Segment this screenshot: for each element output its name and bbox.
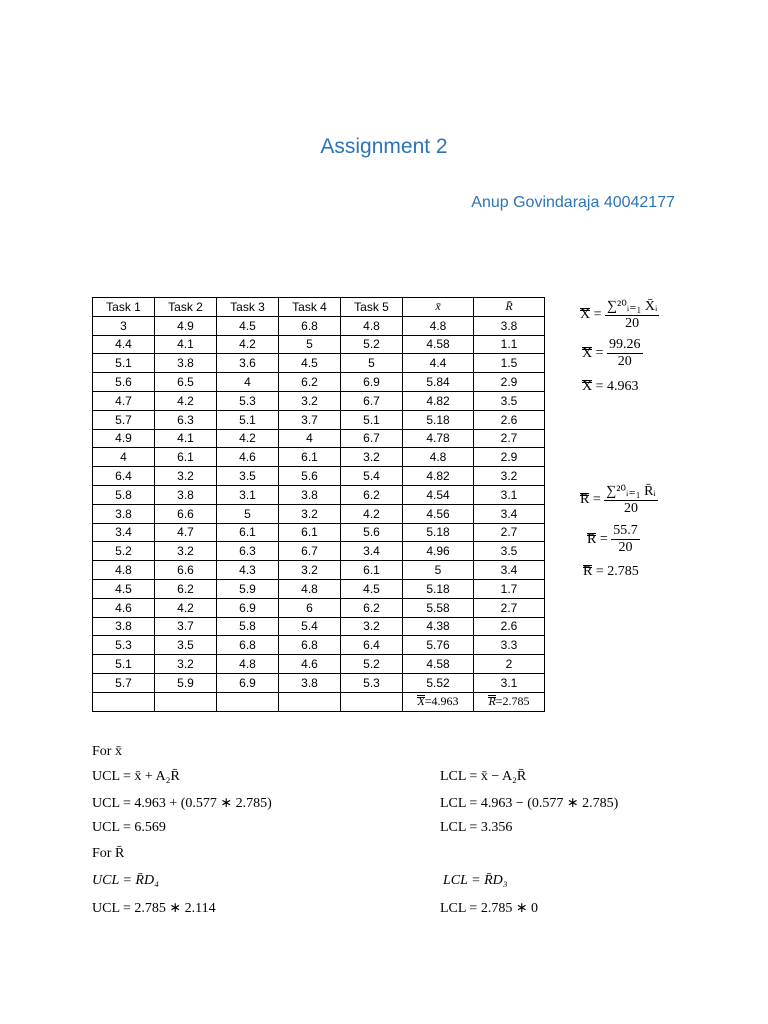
table-cell: 3.2 <box>341 617 403 636</box>
footer-empty <box>155 692 217 711</box>
table-cell: 3.8 <box>279 485 341 504</box>
table-cell: 6.1 <box>279 448 341 467</box>
table-row <box>93 354 545 373</box>
table-cell: 6.3 <box>155 410 217 429</box>
footer-empty <box>93 692 155 711</box>
table-cell: 6.8 <box>217 636 279 655</box>
table-cell: 6.2 <box>341 485 403 504</box>
table-cell: 3.6 <box>217 354 279 373</box>
table-cell: 3.8 <box>93 504 155 523</box>
table-cell: 6.8 <box>279 636 341 655</box>
rbar-result-value: = 2.785 <box>595 564 639 579</box>
table-cell: 3.5 <box>474 391 545 410</box>
table-cell: 3.1 <box>474 485 545 504</box>
xbarbar-formula: X = $\frac{\text{∑²⁰ᵢ₌₁ X̄ᵢ}}{20}$ <box>580 299 658 331</box>
table-cell: 4.5 <box>279 354 341 373</box>
table-cell: 5.18 <box>403 410 474 429</box>
table-cell: 2.9 <box>474 373 545 392</box>
table-row <box>93 504 545 523</box>
table-cell: 6.8 <box>279 316 341 335</box>
table-cell: 3.5 <box>474 542 545 561</box>
table-cell: 4.58 <box>403 335 474 354</box>
table-cell: 1.5 <box>474 354 545 373</box>
table-cell: 2 <box>474 655 545 674</box>
table-cell: 4.1 <box>155 335 217 354</box>
ucl-xbar-result: UCL = 6.569 <box>92 820 166 835</box>
table-cell: 6.3 <box>217 542 279 561</box>
table-cell: 4.2 <box>217 335 279 354</box>
table-cell: 6.7 <box>341 429 403 448</box>
table-cell: 6.1 <box>217 523 279 542</box>
author-line: Anup Govindaraja 40042177 <box>471 194 675 211</box>
table-cell: 3.8 <box>155 354 217 373</box>
table-cell: 6.5 <box>155 373 217 392</box>
xbarbar-formula-denominator: 20 <box>625 316 640 331</box>
table-cell: 6.1 <box>279 523 341 542</box>
header-task-4: Task 4 <box>279 298 341 317</box>
table-footer-row <box>93 692 545 711</box>
rbar-formula-denominator: 20 <box>623 501 638 516</box>
table-cell: 6.7 <box>341 391 403 410</box>
table-row <box>93 410 545 429</box>
page-title: Assignment 2 <box>320 135 448 158</box>
table-header-row <box>93 298 545 317</box>
table-cell: 3.2 <box>155 655 217 674</box>
table-cell: 2.9 <box>474 448 545 467</box>
lcl-rbar-formula: LCL = R̄D₃ <box>443 873 508 888</box>
table-cell: 5.8 <box>217 617 279 636</box>
table-cell: 4.9 <box>93 429 155 448</box>
table-cell: 4.8 <box>341 316 403 335</box>
table-cell: 4.6 <box>279 655 341 674</box>
table-cell: 3.8 <box>474 316 545 335</box>
table-cell: 5.4 <box>341 467 403 486</box>
table-cell: 4.56 <box>403 504 474 523</box>
table-cell: 4.58 <box>403 655 474 674</box>
table-cell: 4.6 <box>93 598 155 617</box>
rbar-formula-numerator: ∑²⁰ᵢ₌₁ R̄ᵢ <box>606 484 656 499</box>
table-cell: 4.54 <box>403 485 474 504</box>
xbarbar-sub-numerator: 99.26 <box>609 337 641 352</box>
footer-empty <box>217 692 279 711</box>
table-cell: 3.2 <box>279 391 341 410</box>
xbarbar-formula-numerator: ∑²⁰ᵢ₌₁ X̄ᵢ <box>607 299 658 314</box>
data-table <box>92 297 545 712</box>
xbarbar-result-lhs: X <box>582 379 593 394</box>
table-cell: 5 <box>403 561 474 580</box>
xbarbar-result <box>582 379 639 395</box>
header-task-5: Task 5 <box>341 298 403 317</box>
table-cell: 5.1 <box>217 410 279 429</box>
table-cell: 5 <box>217 504 279 523</box>
table-row <box>93 655 545 674</box>
table-cell: 4.8 <box>403 448 474 467</box>
xbarbar-substitution: X = $\frac{99.26}{20}$ <box>582 337 641 369</box>
lcl-rbar-substitution: LCL = 2.785 ∗ 0 <box>440 901 539 916</box>
table-cell: 3.2 <box>341 448 403 467</box>
table-cell: 3.8 <box>155 485 217 504</box>
table-cell: 4 <box>217 373 279 392</box>
table-cell: 5.6 <box>93 373 155 392</box>
table-cell: 3.2 <box>474 467 545 486</box>
table-row <box>93 448 545 467</box>
for-xbar-label: For x̄ <box>92 744 122 759</box>
table-cell: 6.7 <box>279 542 341 561</box>
table-cell: 5.3 <box>93 636 155 655</box>
table-cell: 3.7 <box>155 617 217 636</box>
table-row <box>93 373 545 392</box>
footer-empty <box>279 692 341 711</box>
table-cell: 4.2 <box>155 391 217 410</box>
table-cell: 6.9 <box>217 673 279 692</box>
table-cell: 3.4 <box>341 542 403 561</box>
table-cell: 5.4 <box>279 617 341 636</box>
table-cell: 4 <box>279 429 341 448</box>
table-cell: 4.38 <box>403 617 474 636</box>
table-cell: 4.8 <box>93 561 155 580</box>
header-task-3: Task 3 <box>217 298 279 317</box>
table-cell: 5.7 <box>93 410 155 429</box>
table-row <box>93 485 545 504</box>
table-cell: 3.4 <box>474 504 545 523</box>
table-cell: 3.4 <box>474 561 545 580</box>
table-row <box>93 617 545 636</box>
table-row <box>93 673 545 692</box>
table-cell: 4.82 <box>403 391 474 410</box>
xbarbar-symbol: X <box>417 694 425 709</box>
table-cell: 4.5 <box>93 579 155 598</box>
table-row <box>93 316 545 335</box>
table-cell: 5.6 <box>341 523 403 542</box>
table-cell: 4.9 <box>155 316 217 335</box>
table-cell: 4.1 <box>155 429 217 448</box>
ucl-rbar-formula: UCL = R̄D₄ <box>92 873 159 888</box>
table-cell: 4.96 <box>403 542 474 561</box>
footer-grand-mean <box>403 692 474 711</box>
table-cell: 4.5 <box>341 579 403 598</box>
rbar-lhs: R <box>580 492 590 508</box>
table-cell: 1.7 <box>474 579 545 598</box>
table-cell: 3.8 <box>93 617 155 636</box>
table-row <box>93 523 545 542</box>
table-cell: 5.7 <box>93 673 155 692</box>
table-cell: 6.4 <box>93 467 155 486</box>
table-cell: 6.1 <box>155 448 217 467</box>
table-cell: 6.6 <box>155 561 217 580</box>
table-cell: 5.18 <box>403 579 474 598</box>
table-cell: 6.4 <box>341 636 403 655</box>
table-cell: 4.6 <box>217 448 279 467</box>
table-cell: 5.8 <box>93 485 155 504</box>
header-task-2: Task 2 <box>155 298 217 317</box>
table-cell: 5.9 <box>155 673 217 692</box>
table-row <box>93 467 545 486</box>
table-cell: 2.7 <box>474 598 545 617</box>
table-cell: 3.2 <box>279 504 341 523</box>
table-row <box>93 579 545 598</box>
table-cell: 6.6 <box>155 504 217 523</box>
table-cell: 5.1 <box>93 354 155 373</box>
table-cell: 4.8 <box>217 655 279 674</box>
table-cell: 4.7 <box>93 391 155 410</box>
footer-empty <box>341 692 403 711</box>
table-cell: 3.5 <box>155 636 217 655</box>
table-cell: 3.1 <box>217 485 279 504</box>
table-row <box>93 598 545 617</box>
table-cell: 4.7 <box>155 523 217 542</box>
rbarbar-symbol: R <box>488 694 496 709</box>
table-cell: 5.52 <box>403 673 474 692</box>
footer-mean-range <box>474 692 545 711</box>
table-cell: 5.9 <box>217 579 279 598</box>
header-xbar: x̄ <box>403 298 474 317</box>
rbar-sub-lhs: R <box>587 531 597 547</box>
table-cell: 2.7 <box>474 429 545 448</box>
table-cell: 3.4 <box>93 523 155 542</box>
table-cell: 3.7 <box>279 410 341 429</box>
rbar-formula: R = $\frac{\text{∑²⁰ᵢ₌₁ R̄ᵢ}}{20}$ <box>580 484 656 516</box>
table-cell: 2.6 <box>474 410 545 429</box>
xbarbar-sub-denominator: 20 <box>617 354 632 369</box>
header-rbar: R̄ <box>474 298 545 317</box>
rbar-result-lhs: R <box>583 564 593 579</box>
mean-range-value: =2.785 <box>495 694 530 709</box>
table-cell: 4.8 <box>279 579 341 598</box>
ucl-rbar-substitution: UCL = 2.785 ∗ 2.114 <box>92 901 216 916</box>
table-cell: 4.4 <box>403 354 474 373</box>
table-cell: 4 <box>93 448 155 467</box>
table-cell: 3 <box>93 316 155 335</box>
header-task-1: Task 1 <box>93 298 155 317</box>
table-cell: 5.1 <box>93 655 155 674</box>
table-row <box>93 429 545 448</box>
table-cell: 3.2 <box>155 467 217 486</box>
xbarbar-lhs: X <box>580 307 591 323</box>
table-cell: 6.9 <box>341 373 403 392</box>
table-cell: 6.2 <box>341 598 403 617</box>
table-cell: 4.2 <box>217 429 279 448</box>
table-cell: 6.2 <box>279 373 341 392</box>
table-cell: 6.2 <box>155 579 217 598</box>
table-cell: 4.2 <box>341 504 403 523</box>
table-cell: 5.76 <box>403 636 474 655</box>
table-cell: 4.5 <box>217 316 279 335</box>
rbar-sub-numerator: 55.7 <box>613 523 638 538</box>
lcl-xbar-formula: LCL = x̄ − A₂R̄ <box>440 769 527 784</box>
table-cell: 1.1 <box>474 335 545 354</box>
table-cell: 3.2 <box>279 561 341 580</box>
table-cell: 3.8 <box>279 673 341 692</box>
table-cell: 3.3 <box>474 636 545 655</box>
xbarbar-sub-lhs: X <box>582 345 593 361</box>
table-cell: 4.2 <box>155 598 217 617</box>
table-row <box>93 542 545 561</box>
table-cell: 6 <box>279 598 341 617</box>
rbar-substitution: R = $\frac{55.7}{20}$ <box>587 523 638 555</box>
table-cell: 5.84 <box>403 373 474 392</box>
xbarbar-result-value: = 4.963 <box>595 379 639 394</box>
table-cell: 3.1 <box>474 673 545 692</box>
table-row <box>93 391 545 410</box>
table-cell: 2.7 <box>474 523 545 542</box>
lcl-xbar-result: LCL = 3.356 <box>440 820 513 835</box>
table-cell: 5.3 <box>217 391 279 410</box>
lcl-xbar-substitution: LCL = 4.963 − (0.577 ∗ 2.785) <box>440 796 619 811</box>
table-row <box>93 561 545 580</box>
table-cell: 5 <box>279 335 341 354</box>
table-cell: 5.58 <box>403 598 474 617</box>
rbar-sub-denominator: 20 <box>618 540 633 555</box>
for-rbar-label: For R̄ <box>92 846 125 861</box>
table-row <box>93 636 545 655</box>
table-cell: 5.18 <box>403 523 474 542</box>
table-cell: 3.5 <box>217 467 279 486</box>
table-cell: 3.2 <box>155 542 217 561</box>
table-row <box>93 335 545 354</box>
table-cell: 5.1 <box>341 410 403 429</box>
table-cell: 4.8 <box>403 316 474 335</box>
table-cell: 4.82 <box>403 467 474 486</box>
table-cell: 2.6 <box>474 617 545 636</box>
table-cell: 6.9 <box>217 598 279 617</box>
table-cell: 4.3 <box>217 561 279 580</box>
table-cell: 5.2 <box>93 542 155 561</box>
ucl-xbar-substitution: UCL = 4.963 + (0.577 ∗ 2.785) <box>92 796 272 811</box>
rbar-result <box>583 564 639 580</box>
table-cell: 6.1 <box>341 561 403 580</box>
table-cell: 5.3 <box>341 673 403 692</box>
table-cell: 5.6 <box>279 467 341 486</box>
table-cell: 5.2 <box>341 335 403 354</box>
table-cell: 4.78 <box>403 429 474 448</box>
grand-mean-value: =4.963 <box>424 694 459 709</box>
table-cell: 5.2 <box>341 655 403 674</box>
table-cell: 4.4 <box>93 335 155 354</box>
table-cell: 5 <box>341 354 403 373</box>
ucl-xbar-formula: UCL = x̄ + A₂R̄ <box>92 769 180 784</box>
